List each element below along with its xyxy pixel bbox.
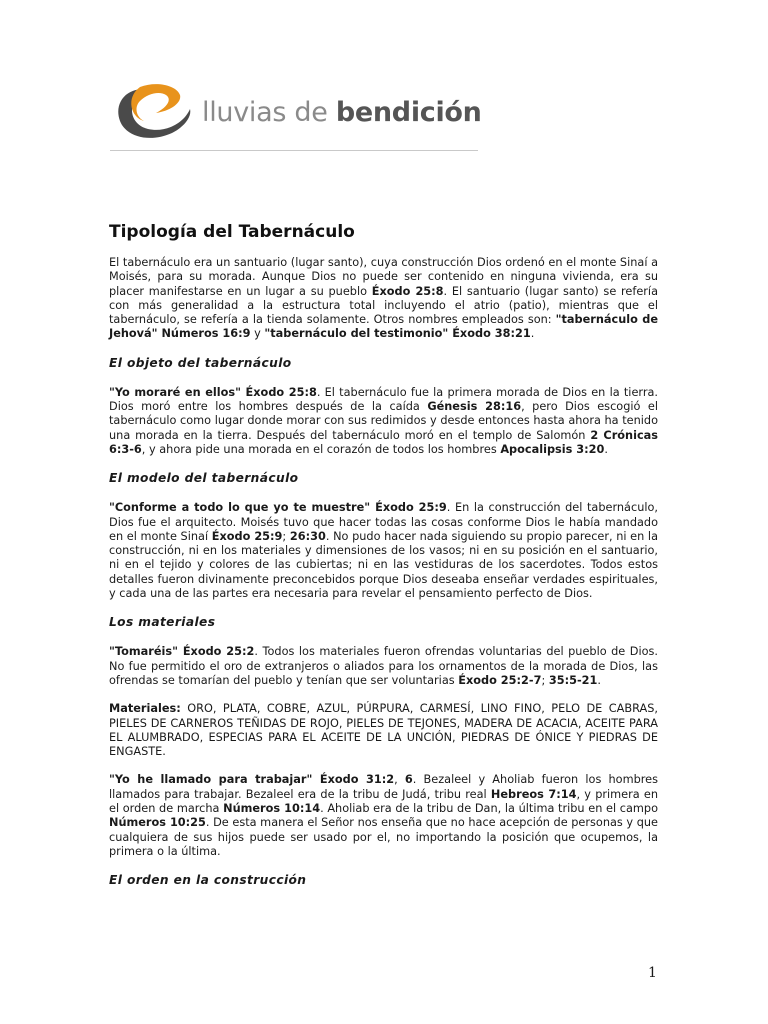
scripture-reference: Éxodo 25:8: [371, 284, 444, 298]
logo-wordmark: [202, 97, 482, 128]
scripture-reference: "Conforme a todo lo que yo te muestre" Éxodo 25:9: [109, 501, 447, 515]
paragraph: [109, 773, 658, 859]
paragraph-text: El tabernáculo era un santuario (lugar santo), cuya construcción Dios ordenó en el monte Sinaí a Moisés, para su morada. Aunque Dios no puede ser contenido en ninguna vivienda, era su placer manifestarse en un lugar a su pueblo: [109, 256, 658, 298]
paragraph-text: .: [604, 442, 608, 456]
scripture-reference: 26:30: [289, 529, 326, 543]
scripture-reference: Éxodo 25:2-7: [458, 673, 542, 687]
section-heading: El objeto del tabernáculo: [109, 355, 292, 370]
scripture-reference: "Tomaréis" Éxodo 25:2: [109, 645, 255, 659]
paragraph: [109, 386, 658, 457]
paragraph-text: , pero Dios escogió el tabernáculo como lugar donde morar con sus redimidos y desde entonces hasta ahora ha tenido una morada en la tierra. Después del tabernáculo moró en el templo de Salomón: [109, 400, 658, 442]
paragraph: [109, 645, 658, 688]
scripture-reference: Génesis 28:16: [427, 400, 522, 414]
paragraph-text: ;: [541, 673, 549, 687]
scripture-reference: Hebreos 7:14: [490, 787, 577, 801]
scripture-reference: Números 10:25: [109, 816, 206, 830]
document-title: Tipología del Tabernáculo: [109, 222, 355, 242]
document-body: [109, 222, 658, 903]
paragraph-text: , y primera en el orden de marcha: [109, 787, 659, 816]
scripture-reference: "Yo moraré en ellos" Éxodo 25:8: [109, 385, 317, 399]
paragraph-text: , y ahora pide una morada en el corazón de todos los hombres: [141, 442, 501, 456]
scripture-reference: "tabernáculo de Jehová" Números 16:9: [109, 313, 658, 341]
paragraph-text: ;: [282, 529, 290, 543]
section-heading: El modelo del tabernáculo: [109, 471, 299, 486]
paragraph-text: . Todos los materiales fueron ofrendas voluntarias del pueblo de Dios. No fue permitido el oro de extranjeros o aliados para los ornamentos de la morada de Dios, las ofrendas se tomarían del pueblo y tenían que ser voluntarias: [109, 645, 658, 687]
paragraph-text: . De esta manera el Señor nos enseña que no hace acepción de personas y que cualquiera de sus hijos puede ser usado por el, no importando la posición que ocupemos, la primera o la última.: [109, 816, 658, 858]
paragraph-text: . El santuario (lugar santo) se refería con más generalidad a la estructura total incluyendo el atrio (patio), mientras que el tabernáculo, se refería a la tienda solamente. Otros nombres empleados son:: [109, 284, 658, 327]
paragraph-text: . Aholiab era de la tribu de Dan, la última tribu en el campo: [320, 802, 658, 816]
paragraph-text: ORO, PLATA, COBRE, AZUL, PÚRPURA, CARMESÍ, LINO FINO, PELO DE CABRAS, PIELES DE CARNEROS TEÑIDAS DE ROJO, PIELES DE TEJONES, MADERA DE ACACIA, ACEITE PARA EL ALUMBRADO, ESPECIAS PARA EL ACEITE DE LA UNCIÓN, PIEDRAS DE ÓNICE Y PIEDRAS DE ENGASTE.: [109, 702, 658, 759]
paragraph: [109, 501, 658, 601]
paragraph: [109, 256, 658, 342]
paragraph: [109, 702, 658, 759]
section-heading: Los materiales: [109, 615, 216, 630]
document-sections: [109, 256, 658, 887]
scripture-reference: 35:5-21: [548, 673, 598, 687]
scripture-reference: "tabernáculo del testimonio" Éxodo 38:21: [264, 327, 531, 341]
scripture-reference: Números 10:14: [223, 802, 321, 816]
logo-mark-icon: [110, 83, 200, 143]
page-number: 1: [648, 965, 657, 981]
brand-logo: [110, 83, 480, 143]
paragraph-text: y: [250, 327, 265, 341]
logo-text-bold: bendición: [335, 97, 482, 128]
paragraph-text: . El tabernáculo fue la primera morada de Dios en la tierra. Dios moró entre los hombres después de la caída: [109, 385, 658, 414]
logo-swoosh-orange: [131, 84, 180, 121]
paragraph-text: . No pudo hacer nada siguiendo su propio parecer, ni en la construcción, ni en los materiales y dimensiones de los vasos; ni en su posición en el santuario, ni en el tejido y colores de las cubiertas; ni en las vestiduras de los sacerdotes. Todos estos detalles fueron divinamente preconcebidos porque Dios deseaba enseñar verdades espirituales, y cada una de las partes era necesaria para revelar el pensamiento perfecto de Dios.: [109, 529, 658, 601]
scripture-reference: Éxodo 25:9: [211, 529, 283, 543]
scripture-reference: Materiales:: [109, 702, 181, 716]
paragraph-text: . Bezaleel y Aholiab fueron los hombres llamados para trabajar. Bezaleel era de la tribu de Judá, tribu real: [109, 773, 658, 801]
scripture-reference: 6: [404, 773, 413, 787]
paragraph-text: . En la construcción del tabernáculo, Dios fue el arquitecto. Moisés tuvo que hacer todas las cosas conforme Dios le había mandado en el monte Sinaí: [109, 501, 658, 543]
scripture-reference: 2 Crónicas 6:3-6: [109, 428, 659, 456]
paragraph-text: ,: [394, 773, 405, 787]
scripture-reference: "Yo he llamado para trabajar" Éxodo 31:2: [109, 773, 395, 787]
section-heading: El orden en la construcción: [109, 873, 307, 888]
header-divider: [110, 150, 478, 151]
logo-text-light: lluvias de: [202, 97, 336, 128]
paragraph-text: .: [530, 327, 535, 341]
paragraph-text: .: [597, 673, 601, 687]
scripture-reference: Apocalipsis 3:20: [500, 442, 605, 456]
